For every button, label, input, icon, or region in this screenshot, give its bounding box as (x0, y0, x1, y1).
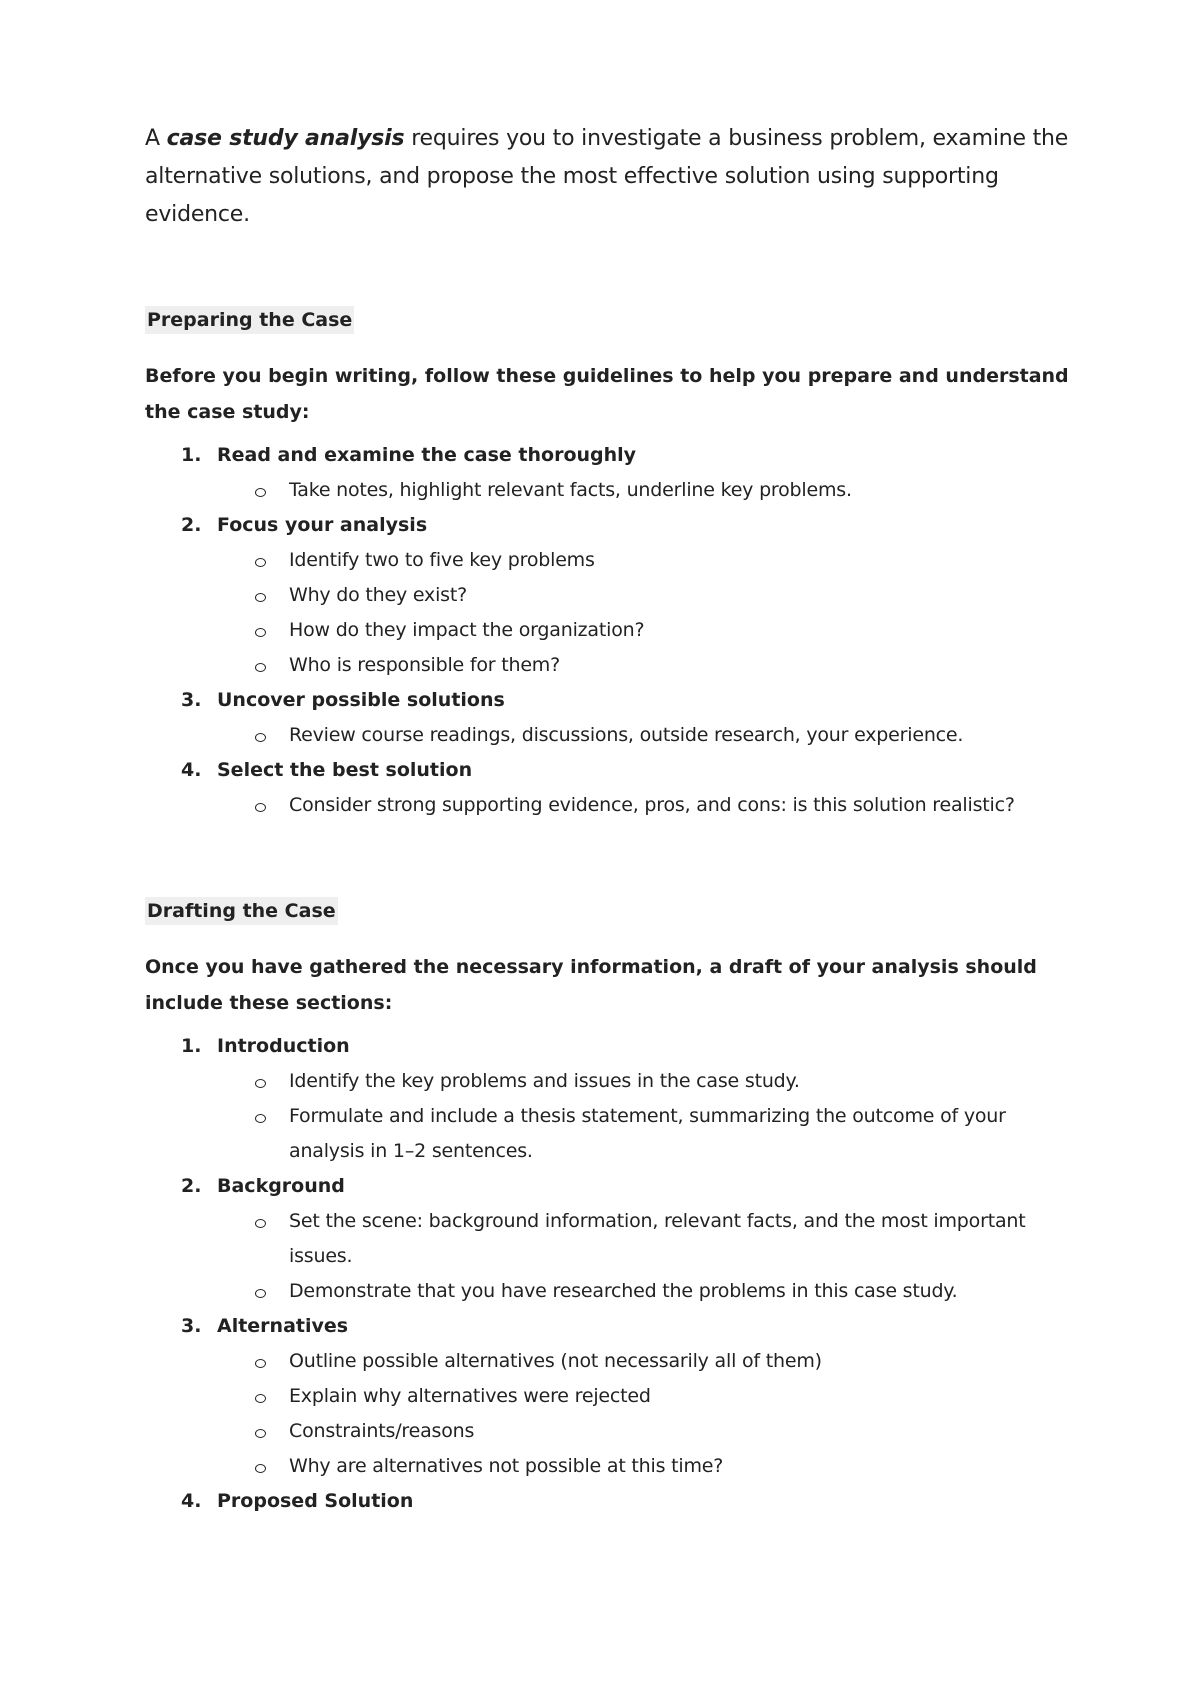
circle-bullet-icon (255, 558, 266, 567)
sub-list (217, 718, 1075, 753)
step-label: Background (217, 1175, 345, 1197)
sub-item (217, 1344, 1075, 1379)
sub-item (217, 1274, 1075, 1309)
section-lead: Once you have gathered the necessary information, a draft of your analysis should include these sections: (145, 956, 1037, 1014)
circle-bullet-icon (255, 1219, 266, 1228)
step-number: 2. (181, 514, 202, 536)
sub-item-text: Why are alternatives not possible at this time? (289, 1455, 724, 1477)
step-item (145, 508, 1075, 683)
sub-list (217, 1204, 1075, 1309)
step-label: Introduction (217, 1035, 350, 1057)
sub-item (217, 718, 1075, 753)
circle-bullet-icon (255, 1114, 266, 1123)
circle-bullet-icon (255, 1464, 266, 1473)
sub-item (217, 1449, 1075, 1484)
sub-item (217, 543, 1075, 578)
sub-item-text: Consider strong supporting evidence, pros, and cons: is this solution realistic? (289, 794, 1015, 816)
sub-item-text: Identify two to five key problems (289, 549, 595, 571)
step-label: Proposed Solution (217, 1490, 414, 1512)
sub-item (217, 1099, 1075, 1169)
intro-rest: requires you to investigate a business problem, examine the alternative solutions, and propose the most effective solution using supporting evidence. (145, 126, 1069, 227)
steps-list (145, 438, 1075, 823)
sub-item (217, 648, 1075, 683)
preparing-section (145, 306, 1075, 823)
circle-bullet-icon (255, 1289, 266, 1298)
sub-list (217, 473, 1075, 508)
intro-prefix: A (145, 126, 167, 151)
step-number: 3. (181, 689, 202, 711)
sub-item-text: Formulate and include a thesis statement, summarizing the outcome of your analysis in 1–2 sentences. (289, 1105, 1006, 1162)
sub-item (217, 1414, 1075, 1449)
step-number: 2. (181, 1175, 202, 1197)
sub-item-text: Why do they exist? (289, 584, 468, 606)
sub-item (217, 1379, 1075, 1414)
step-number: 3. (181, 1315, 202, 1337)
sub-item (217, 473, 1075, 508)
sub-item-text: How do they impact the organization? (289, 619, 645, 641)
sub-list (217, 1064, 1075, 1169)
section-heading: Drafting the Case (145, 897, 338, 925)
circle-bullet-icon (255, 733, 266, 742)
circle-bullet-icon (255, 488, 266, 497)
intro-paragraph (145, 120, 1075, 234)
intro-term: case study analysis (166, 126, 405, 151)
step-item (145, 1484, 1075, 1519)
sub-item (217, 1204, 1075, 1274)
step-label: Select the best solution (217, 759, 473, 781)
drafting-section (145, 897, 1075, 1519)
step-label: Alternatives (217, 1315, 349, 1337)
sub-item-text: Identify the key problems and issues in the case study. (289, 1070, 800, 1092)
sub-list (217, 543, 1075, 683)
step-number: 1. (181, 1035, 202, 1057)
circle-bullet-icon (255, 1359, 266, 1368)
circle-bullet-icon (255, 593, 266, 602)
circle-bullet-icon (255, 803, 266, 812)
step-item (145, 1169, 1075, 1309)
circle-bullet-icon (255, 1429, 266, 1438)
step-item (145, 438, 1075, 508)
circle-bullet-icon (255, 663, 266, 672)
sub-list (217, 788, 1075, 823)
section-lead: Before you begin writing, follow these guidelines to help you prepare and understand the case study: (145, 365, 1069, 423)
step-item (145, 683, 1075, 753)
sub-item-text: Take notes, highlight relevant facts, underline key problems. (289, 479, 852, 501)
circle-bullet-icon (255, 628, 266, 637)
step-item (145, 753, 1075, 823)
sub-item (217, 613, 1075, 648)
step-number: 4. (181, 1490, 202, 1512)
step-label: Uncover possible solutions (217, 689, 505, 711)
sub-item (217, 1064, 1075, 1099)
step-number: 1. (181, 444, 202, 466)
steps-list (145, 1029, 1075, 1519)
step-number: 4. (181, 759, 202, 781)
step-item (145, 1309, 1075, 1484)
sub-item (217, 578, 1075, 613)
sub-list (217, 1344, 1075, 1484)
sub-item-text: Constraints/reasons (289, 1420, 475, 1442)
section-heading: Preparing the Case (145, 306, 354, 334)
sub-item-text: Demonstrate that you have researched the problems in this case study. (289, 1280, 958, 1302)
circle-bullet-icon (255, 1079, 266, 1088)
sub-item-text: Set the scene: background information, relevant facts, and the most important issues. (289, 1210, 1026, 1267)
step-item (145, 1029, 1075, 1169)
circle-bullet-icon (255, 1394, 266, 1403)
step-label: Focus your analysis (217, 514, 428, 536)
step-label: Read and examine the case thoroughly (217, 444, 637, 466)
sub-item-text: Explain why alternatives were rejected (289, 1385, 651, 1407)
sub-item-text: Review course readings, discussions, outside research, your experience. (289, 724, 964, 746)
sub-item-text: Who is responsible for them? (289, 654, 561, 676)
sub-item (217, 788, 1075, 823)
document-page (145, 120, 1075, 1519)
sub-item-text: Outline possible alternatives (not necessarily all of them) (289, 1350, 822, 1372)
